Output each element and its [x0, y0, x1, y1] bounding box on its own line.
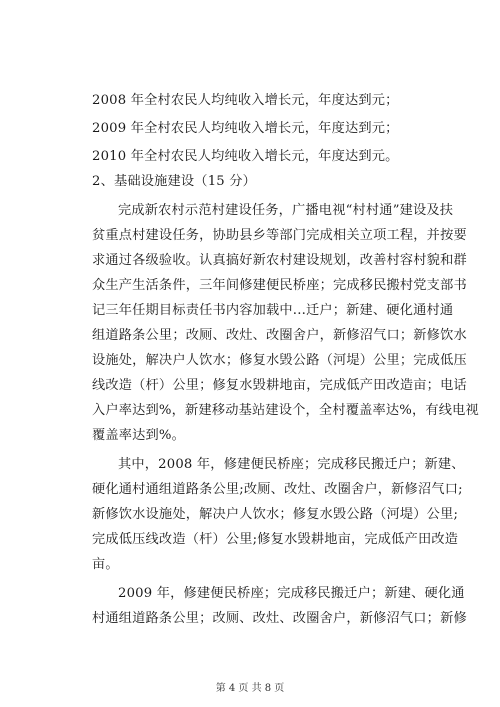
paragraph-line: 线改造（杆）公里；修复水毁耕地亩，完成低产田改造亩；电话 — [92, 378, 467, 393]
paragraph-line: 2009 年，修建便民桥座；完成移民搬迁户；新建、硬化通 — [118, 586, 465, 601]
income-2009-line: 2009 年全村农民人均纯收入增长元，年度达到元； — [92, 121, 399, 136]
paragraph-line: 覆盖率达到%。 — [92, 428, 186, 443]
paragraph-line: 村通组道路条公里；改厕、改灶、改圈舍户，新修沼气口；新修 — [92, 611, 467, 626]
paragraph-line: 新修饮水设施处，解决户人饮水；修复水毁公路（河堤）公里; — [92, 507, 459, 522]
paragraph-line: 求通过各级验收。认真搞好新农村建设规划，改善村容村貌和群 — [92, 253, 467, 268]
paragraph-line: 硬化通村通组道路条公里;改厕、改灶、改圈舍户，新修沼气口; — [92, 482, 463, 497]
income-2008-line: 2008 年全村农民人均纯收入增长元，年度达到元； — [92, 93, 399, 108]
paragraph-line: 设施处，解决户人饮水；修复水毁公路（河堤）公里；完成低压 — [92, 353, 467, 368]
page-footer: 第 4 页 共 8 页 — [215, 683, 285, 694]
paragraph-line: 完成低压线改造（杆）公里;修复水毁耕地亩，完成低产田改造 — [92, 532, 459, 547]
section-heading: 2、基础设施建设（15 分） — [92, 174, 257, 189]
paragraph-line: 完成新农村示范村建设任务，广播电视“村村通”建设及扶 — [118, 203, 454, 218]
paragraph-line: 亩。 — [92, 557, 119, 572]
income-2010-line: 2010 年全村农民人均纯收入增长元，年度达到元。 — [92, 149, 399, 164]
paragraph-line: 其中，2008 年，修建便民桥座；完成移民搬迁户；新建、 — [118, 457, 465, 472]
paragraph-line: 入户率达到%，新建移动基站建设个，全村覆盖率达%，有线电视 — [92, 403, 479, 418]
paragraph-line: 记三年任期目标责任书内容加载中...迁户；新建、硬化通村通 — [92, 303, 454, 318]
paragraph-line: 组道路条公里；改厕、改灶、改圈舍户，新修沼气口；新修饮水 — [92, 328, 467, 343]
paragraph-line: 贫重点村建设任务，协助县乡等部门完成相关立项工程，并按要 — [92, 228, 467, 243]
paragraph-line: 众生产生活条件，三年间修建便民桥座；完成移民搬村党支部书 — [92, 278, 467, 293]
